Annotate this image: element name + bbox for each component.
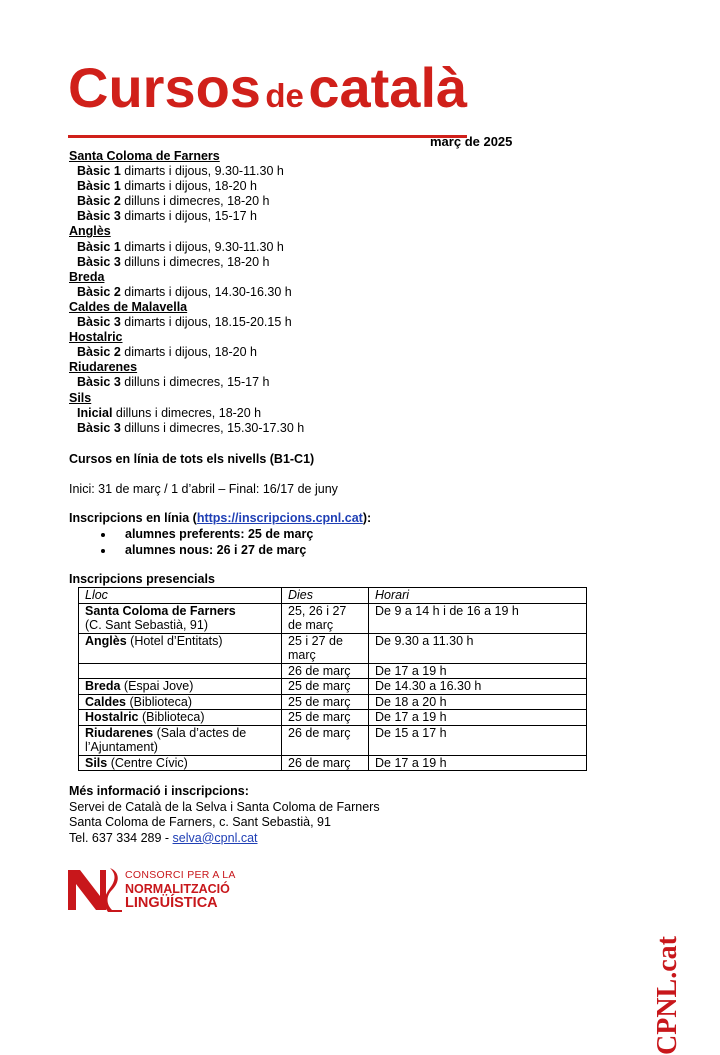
town-heading: Hostalric — [69, 330, 123, 345]
online-registration — [69, 511, 371, 525]
cell-days: 25 de març — [282, 679, 369, 695]
table-row — [79, 694, 587, 710]
cell-hours: De 9 a 14 h i de 16 a 19 h — [369, 603, 587, 633]
place-detail: (Espai Jove) — [120, 679, 194, 693]
place-detail: (Biblioteca) — [126, 694, 192, 709]
town-heading: Riudarenes — [69, 360, 138, 375]
cell-days: 26 de març — [282, 725, 369, 755]
course-item — [69, 375, 304, 390]
course-level: Bàsic 3 — [77, 209, 121, 224]
course-time: dimarts i dijous, 18-20 h — [124, 345, 257, 360]
registration-bullets — [69, 526, 469, 558]
course-item — [69, 194, 304, 209]
course-time: dilluns i dimecres, 15-17 h — [124, 375, 270, 390]
online-registration-end: ): — [362, 511, 372, 525]
course-time: dimarts i dijous, 15-17 h — [124, 209, 257, 224]
course-level: Bàsic 3 — [77, 254, 121, 269]
title-word-2: de — [265, 77, 304, 114]
course-level: Inicial — [77, 405, 113, 420]
title-word-1: Cursos — [68, 56, 261, 119]
cell-place — [79, 710, 282, 726]
place-name: Sils — [85, 755, 108, 770]
place-detail: (Biblioteca) — [138, 710, 205, 724]
title-word-3: català — [308, 56, 468, 119]
in-person-heading: Inscripcions presencials — [69, 572, 215, 586]
issue-date: març de 2025 — [430, 134, 513, 149]
more-info-line1: Servei de Català de la Selva i Santa Coloma de Farners — [69, 799, 380, 814]
course-time: dimarts i dijous, 9.30-11.30 h — [124, 164, 284, 179]
course-level: Bàsic 1 — [77, 164, 121, 179]
cell-place — [79, 603, 282, 633]
course-item — [69, 164, 304, 179]
course-item — [69, 240, 304, 255]
town-heading: Santa Coloma de Farners — [69, 149, 220, 163]
course-item — [69, 345, 304, 360]
cpnl-logo-icon — [66, 866, 124, 919]
course-item — [69, 406, 304, 421]
cell-hours: De 17 a 19 h — [369, 663, 587, 679]
course-item — [69, 421, 304, 436]
online-heading: Cursos en línia de tots els nivells (B1-C1) — [69, 452, 315, 466]
cell-place — [79, 633, 282, 663]
course-level: Bàsic 1 — [77, 179, 121, 194]
registration-link[interactable]: https://inscripcions.cpnl.cat — [196, 511, 363, 525]
cell-days: 25 de març — [282, 710, 369, 726]
online-registration-label: Inscripcions en línia ( — [69, 511, 197, 525]
cell-days: 25 i 27 de març — [282, 633, 369, 663]
more-info-contact — [69, 831, 380, 847]
course-time: dimarts i dijous, 14.30-16.30 h — [124, 284, 292, 299]
course-time: dimarts i dijous, 18-20 h — [124, 179, 257, 194]
cell-place — [79, 755, 282, 771]
header-place: Lloc — [79, 588, 282, 604]
course-item — [69, 285, 304, 300]
place-detail: (Centre Cívic) — [107, 755, 188, 770]
table-row — [79, 633, 587, 663]
course-item — [69, 179, 304, 194]
logo-line1: CONSORCI PER A LA — [125, 869, 236, 881]
course-level: Bàsic 3 — [77, 375, 121, 390]
bullet-item: • alumnes preferents: 25 de març — [115, 526, 469, 542]
place-detail: (Sala d’actes de l’Ajuntament) — [85, 725, 247, 754]
table-row — [79, 663, 587, 679]
cell-place — [79, 663, 282, 679]
online-dates: Inici: 31 de març / 1 d’abril – Final: 16/17 de juny — [69, 482, 338, 496]
phone-text: Tel. 637 334 289 - — [69, 830, 173, 845]
course-time: dilluns i dimecres, 18-20 h — [115, 405, 262, 420]
course-level: Bàsic 3 — [77, 315, 121, 330]
more-info-heading: Més informació i inscripcions: — [69, 784, 249, 798]
course-time: dilluns i dimecres, 18-20 h — [124, 254, 270, 269]
course-time: dilluns i dimecres, 15.30-17.30 h — [124, 420, 305, 435]
cell-hours: De 18 a 20 h — [369, 694, 587, 710]
course-item — [69, 255, 304, 270]
course-level: Bàsic 2 — [77, 284, 121, 299]
course-level: Bàsic 2 — [77, 194, 121, 209]
header-days: Dies — [282, 588, 369, 604]
place-name: Breda — [85, 679, 121, 693]
cpnl-vertical-brand: CPNL.cat — [652, 936, 683, 1055]
logo-text — [125, 868, 236, 910]
logo-line2: NORMALITZACIÓ — [125, 882, 230, 896]
cell-days: 25 de març — [282, 694, 369, 710]
place-name: Anglès — [85, 633, 127, 648]
table-row — [79, 603, 587, 633]
course-time: dimarts i dijous, 18.15-20.15 h — [124, 315, 292, 330]
town-heading: Sils — [69, 390, 92, 405]
more-info-line2: Santa Coloma de Farners, c. Sant Sebastià, 91 — [69, 815, 331, 829]
cell-place — [79, 725, 282, 755]
cell-hours: De 9.30 a 11.30 h — [369, 633, 587, 663]
more-info — [69, 784, 380, 846]
course-level: Bàsic 3 — [77, 420, 121, 435]
cell-days: 25, 26 i 27 de març — [282, 603, 369, 633]
course-schedule — [69, 149, 304, 436]
cell-hours: De 15 a 17 h — [369, 725, 587, 755]
cell-days: 26 de març — [282, 755, 369, 771]
table-header-row — [79, 588, 587, 604]
cell-place — [79, 679, 282, 695]
cell-hours: De 14.30 a 16.30 h — [369, 679, 587, 695]
course-level: Bàsic 1 — [77, 239, 121, 254]
table-row — [79, 710, 587, 726]
table-row — [79, 755, 587, 771]
course-level: Bàsic 2 — [77, 345, 121, 360]
cell-days: 26 de març — [282, 663, 369, 679]
place-name: Riudarenes — [85, 725, 154, 740]
cell-place — [79, 694, 282, 710]
town-heading: Breda — [69, 269, 105, 284]
place-detail: (Hotel d’Entitats) — [126, 633, 223, 648]
page-title — [68, 56, 467, 138]
place-name: Caldes — [85, 694, 126, 709]
course-time: dilluns i dimecres, 18-20 h — [124, 194, 270, 209]
table-row — [79, 679, 587, 695]
place-detail: (C. Sant Sebastià, 91) — [85, 618, 208, 632]
cell-hours: De 17 a 19 h — [369, 710, 587, 726]
header-hours: Horari — [369, 588, 587, 604]
table-row — [79, 725, 587, 755]
email-link[interactable]: selva@cpnl.cat — [172, 830, 258, 845]
course-item — [69, 315, 304, 330]
place-name: Hostalric — [85, 710, 139, 724]
in-person-table — [78, 587, 587, 771]
course-item — [69, 209, 304, 224]
logo-line3: LINGÜÍSTICA — [125, 895, 218, 911]
cell-hours: De 17 a 19 h — [369, 755, 587, 771]
place-name: Santa Coloma de Farners — [85, 603, 236, 618]
town-heading: Caldes de Malavella — [69, 299, 188, 314]
table-body — [79, 603, 587, 771]
course-time: dimarts i dijous, 9.30-11.30 h — [124, 239, 284, 254]
bullet-item: • alumnes nous: 26 i 27 de març — [115, 542, 469, 558]
town-heading: Anglès — [69, 224, 111, 239]
